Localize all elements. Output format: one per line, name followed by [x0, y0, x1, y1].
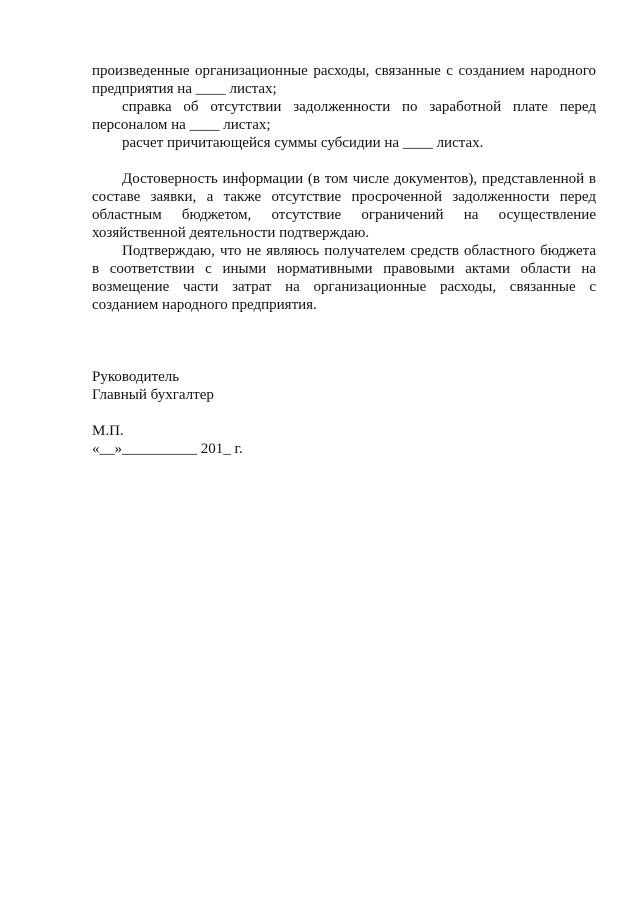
- signature-chief-accountant-label: Главный бухгалтер: [92, 387, 214, 403]
- signature-head-label: Руководитель: [92, 369, 180, 385]
- paragraph-subsidy-calculation: расчет причитающейся суммы субсидии на ____ листах.: [122, 135, 484, 151]
- paragraph-expenses-list: произведенные организационные расходы, связанные с созданием народного предприятия на ____ листах;: [92, 63, 596, 97]
- document-page: [92, 62, 596, 458]
- spacer: [92, 404, 596, 422]
- date-line: «__»__________ 201_ г.: [92, 441, 243, 457]
- paragraph-non-recipient-confirmation: Подтверждаю, что не являюсь получателем средств областного бюджета в соответствии с иными нормативными правовыми актами области на возмещение части затрат на организационные расходы, связанные с созданием народного предприятия.: [92, 243, 596, 313]
- paragraph-salary-debt-certificate: справка об отсутствии задолженности по заработной плате перед персоналом на ____ листах;: [92, 99, 596, 133]
- spacer: [92, 314, 596, 368]
- seal-label: М.П.: [92, 423, 124, 439]
- paragraph-reliability-confirmation: Достоверность информации (в том числе документов), представленной в составе заявки, а также отсутствие просроченной задолженности перед областным бюджетом, отсутствие ограничений на осуществление хозяйственной деятельности подтверждаю.: [92, 171, 596, 241]
- spacer: [92, 152, 596, 170]
